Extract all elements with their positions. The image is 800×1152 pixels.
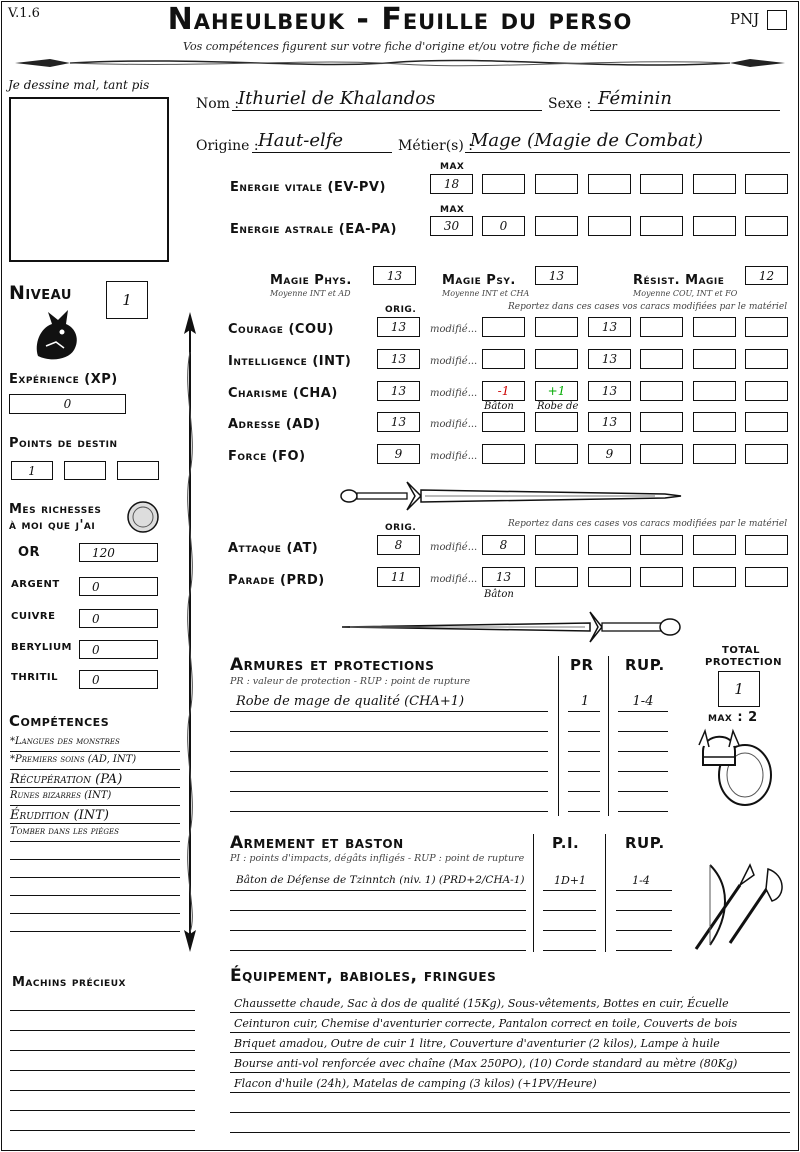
combat-note: Reportez dans ces cases vos caracs modifiées par le matériel: [508, 519, 788, 529]
stat-modifie-label: modifié...: [430, 356, 478, 367]
dragon-icon: [28, 306, 86, 364]
arme-line: [230, 930, 526, 931]
weapons-icon: [690, 855, 790, 955]
stat-mod-box[interactable]: [535, 349, 578, 369]
stat-modifie-label: modifié...: [430, 324, 478, 335]
destin-box[interactable]: 1: [11, 461, 53, 480]
sword-2-icon: [340, 608, 685, 646]
combat-mod-note: Bâton: [484, 589, 514, 600]
sword-icon: [335, 478, 685, 514]
armure-rup-line: [618, 811, 668, 812]
arme-rup[interactable]: 1-4: [632, 874, 650, 887]
competence-line: [10, 787, 180, 788]
stat-mod-box[interactable]: [745, 317, 788, 337]
destin-box[interactable]: [117, 461, 159, 480]
competence-line: [10, 877, 180, 878]
equipement-line: [230, 1012, 790, 1013]
portrait-box[interactable]: [9, 97, 169, 262]
stat-mod-box[interactable]: -1: [482, 381, 525, 401]
machins-line: [10, 1010, 195, 1011]
machins-title: Machins précieux: [12, 975, 126, 990]
stat-label: Courage (COU): [228, 322, 334, 337]
armure-rup-line: [618, 771, 668, 772]
competence-item[interactable]: Érudition (INT): [10, 808, 109, 823]
combat-orig[interactable]: 11: [377, 567, 420, 587]
stat-mod-box[interactable]: [693, 412, 736, 432]
ev-max-label: MAX: [440, 162, 465, 172]
version-label: V.1.6: [8, 6, 40, 21]
equipement-line: [230, 1032, 790, 1033]
stat-label: Adresse (AD): [228, 417, 321, 432]
ev-box[interactable]: [535, 174, 578, 194]
stat-label: Intelligence (INT): [228, 354, 352, 369]
spear-divider-icon: [10, 54, 790, 72]
arme-rup-line: [616, 950, 672, 951]
equipement-line-text[interactable]: Briquet amadou, Outre de cuir 1 litre, Couverture d'aventurier (2 kilos), Lampe à huile: [234, 1037, 720, 1050]
pnj-checkbox[interactable]: [767, 10, 787, 30]
metier-underline: [465, 152, 790, 153]
combat-mod-box[interactable]: [640, 567, 683, 587]
armement-sub: PI : points d'impacts, dégâts infligés - RUP : point de rupture: [230, 853, 525, 864]
equipement-line: [230, 1092, 790, 1093]
ev-box[interactable]: [745, 174, 788, 194]
sexe-label: Sexe :: [548, 96, 592, 112]
wealth-label: CUIVRE: [11, 611, 56, 622]
competence-line: [10, 895, 180, 896]
stat-mod-box[interactable]: 13: [588, 317, 631, 337]
armure-pr-line: [568, 771, 600, 772]
combat-orig[interactable]: 8: [377, 535, 420, 555]
wealth-label: ARGENT: [11, 579, 60, 590]
stat-mod-box[interactable]: [640, 412, 683, 432]
metier-value[interactable]: Mage (Magie de Combat): [470, 130, 703, 151]
richesses-label-2: à moi que j'ai: [9, 518, 96, 533]
ev-label: Energie vitale (EV-PV): [230, 180, 386, 195]
magie-psy-sub: Moyenne INT et CHA: [442, 289, 530, 298]
stat-mod-box[interactable]: [535, 317, 578, 337]
magie-phys-sub: Moyenne INT et AD: [270, 289, 351, 298]
combat-label: Parade (PRD): [228, 573, 325, 588]
arme-pi-line: [543, 930, 596, 931]
stat-mod-box[interactable]: [640, 381, 683, 401]
armure-rup-line: [618, 731, 668, 732]
stat-modifie-label: modifié...: [430, 451, 478, 462]
armure-pr[interactable]: 1: [580, 694, 590, 709]
competences-title: Compétences: [9, 712, 110, 730]
ea-box[interactable]: 0: [482, 216, 525, 236]
arme-rup-line: [616, 930, 672, 931]
wealth-value[interactable]: 0: [79, 577, 158, 596]
arme-pi-line: [543, 890, 596, 891]
competence-line: [10, 931, 180, 932]
armure-rup-line: [618, 791, 668, 792]
helmet-shield-icon: [695, 725, 775, 810]
total-protection-label-1: TOTAL: [722, 645, 760, 656]
armement-divider-1: [533, 834, 534, 952]
armures-title: Armures et protections: [230, 655, 435, 675]
arme-line: [230, 890, 526, 891]
stat-mod-box[interactable]: [640, 317, 683, 337]
combat-mod-box[interactable]: [588, 567, 631, 587]
stat-mod-box[interactable]: [482, 412, 525, 432]
competence-line: [10, 859, 180, 860]
stat-mod-box[interactable]: +1: [535, 381, 578, 401]
competence-item[interactable]: Récupération (PA): [10, 772, 123, 787]
wealth-value[interactable]: 120: [79, 543, 158, 562]
ev-box[interactable]: [482, 174, 525, 194]
wealth-label: OR: [18, 545, 41, 560]
stat-mod-box[interactable]: [693, 381, 736, 401]
total-protection-value[interactable]: 1: [718, 671, 760, 707]
arme-name[interactable]: Bâton de Défense de Tzinntch (niv. 1) (PRD+2/CHA-1): [236, 874, 525, 886]
stat-mod-box[interactable]: [482, 317, 525, 337]
ea-box[interactable]: [640, 216, 683, 236]
armure-rup[interactable]: 1-4: [632, 694, 654, 709]
stats-note: Reportez dans ces cases vos caracs modifiées par le matériel: [508, 302, 788, 312]
stat-orig[interactable]: 13: [377, 381, 420, 401]
magie-phys-value[interactable]: 13: [373, 266, 416, 285]
wealth-value[interactable]: 0: [79, 609, 158, 628]
stat-orig[interactable]: 13: [377, 349, 420, 369]
stat-modifie-label: modifié...: [430, 388, 478, 399]
wealth-value[interactable]: 0: [79, 640, 158, 659]
combat-mod-box[interactable]: [535, 567, 578, 587]
vertical-spear-icon: [180, 312, 200, 972]
stat-modifie-label: modifié...: [430, 419, 478, 430]
combat-mod-box[interactable]: [745, 567, 788, 587]
stat-mod-box[interactable]: 13: [588, 412, 631, 432]
stat-mod-box[interactable]: [693, 317, 736, 337]
machins-line: [10, 1090, 195, 1091]
coin-icon: [126, 500, 160, 534]
armure-pr-line: [568, 711, 600, 712]
stat-mod-box[interactable]: [535, 412, 578, 432]
combat-mod-box[interactable]: [693, 567, 736, 587]
competence-line: [10, 751, 180, 752]
origine-value[interactable]: Haut-elfe: [258, 130, 344, 151]
competence-line: [10, 913, 180, 914]
competence-line: [10, 823, 180, 824]
combat-mod-box[interactable]: [535, 535, 578, 555]
stat-mod-box[interactable]: [535, 444, 578, 464]
armures-sub: PR : valeur de protection - RUP : point de rupture: [230, 676, 471, 687]
armure-line: [230, 791, 548, 792]
competence-line: [10, 841, 180, 842]
equipement-title: Équipement, babioles, fringues: [230, 966, 497, 986]
armure-pr-line: [568, 731, 600, 732]
competence-item[interactable]: *Langues des monstres: [10, 736, 120, 747]
combat-mod-box[interactable]: 13: [482, 567, 525, 587]
nom-label: Nom :: [196, 96, 240, 112]
arme-line: [230, 950, 526, 951]
pnj-label: PNJ: [730, 10, 760, 28]
combat-modifie-label: modifié...: [430, 542, 478, 553]
ea-max-label: MAX: [440, 205, 465, 215]
stat-mod-box[interactable]: [745, 349, 788, 369]
resist-magie-label: Résist. Magie: [633, 273, 725, 288]
magie-psy-value[interactable]: 13: [535, 266, 578, 285]
arme-pi[interactable]: 1D+1: [553, 874, 587, 887]
ev-box[interactable]: [588, 174, 631, 194]
armure-pr-line: [568, 751, 600, 752]
machins-line: [10, 1030, 195, 1031]
competence-item[interactable]: *Premiers soins (AD, INT): [10, 754, 137, 765]
armure-line: [230, 731, 548, 732]
armure-rup-line: [618, 711, 668, 712]
stat-mod-box[interactable]: 13: [588, 349, 631, 369]
competence-item[interactable]: Tomber dans les pièges: [10, 826, 119, 837]
armures-col-rup: RUP.: [625, 656, 665, 674]
xp-value[interactable]: 0: [9, 394, 126, 414]
armure-pr-line: [568, 791, 600, 792]
combat-modifie-label: modifié...: [430, 574, 478, 585]
destin-label: Points de destin: [9, 436, 118, 451]
armure-line: [230, 771, 548, 772]
arme-rup-line: [616, 910, 672, 911]
portrait-caption: Je dessine mal, tant pis: [8, 78, 150, 92]
combat-mod-box[interactable]: [588, 535, 631, 555]
arme-rup-line: [616, 890, 672, 891]
armement-title: Armement et baston: [230, 833, 404, 853]
stat-orig[interactable]: 13: [377, 317, 420, 337]
stat-orig[interactable]: 13: [377, 412, 420, 432]
stat-mod-box[interactable]: 9: [588, 444, 631, 464]
armure-line: [230, 711, 548, 712]
destin-box[interactable]: [64, 461, 106, 480]
wealth-value[interactable]: 0: [79, 670, 158, 689]
xp-label: Expérience (XP): [9, 372, 118, 387]
equipement-line: [230, 1052, 790, 1053]
machins-line: [10, 1070, 195, 1071]
machins-line: [10, 1110, 195, 1111]
page-subtitle: Vos compétences figurent sur votre fiche d'origine et/ou votre fiche de métier: [183, 40, 617, 53]
equipement-line: [230, 1112, 790, 1113]
nom-underline: [232, 110, 542, 111]
ev-box[interactable]: [693, 174, 736, 194]
stat-mod-box[interactable]: 13: [588, 381, 631, 401]
armure-line: [230, 811, 548, 812]
stat-mod-box[interactable]: [640, 349, 683, 369]
stat-mod-box[interactable]: [745, 444, 788, 464]
richesses-label-1: Mes richesses: [9, 502, 102, 517]
stat-label: Charisme (CHA): [228, 386, 338, 401]
combat-label: Attaque (AT): [228, 541, 319, 556]
machins-line: [10, 1130, 195, 1131]
combat-mod-box[interactable]: [693, 535, 736, 555]
combat-mod-box[interactable]: [745, 535, 788, 555]
ea-box[interactable]: 30: [430, 216, 473, 236]
armures-col-pr: PR: [570, 656, 594, 674]
equipement-line-text[interactable]: Bourse anti-vol renforcée avec chaîne (Max 250PO), (10) Corde standard au mètre (80Kg): [234, 1057, 738, 1070]
nom-value[interactable]: Ithuriel de Khalandos: [238, 88, 436, 109]
equipement-line-text[interactable]: Flacon d'huile (24h), Matelas de camping (3 kilos) (+1PV/Heure): [234, 1077, 597, 1090]
stat-mod-box[interactable]: [482, 444, 525, 464]
ev-box[interactable]: 18: [430, 174, 473, 194]
stat-orig[interactable]: 9: [377, 444, 420, 464]
magie-phys-label: Magie Phys.: [270, 273, 352, 288]
ea-box[interactable]: [588, 216, 631, 236]
competence-line: [10, 769, 180, 770]
stat-mod-box[interactable]: [693, 444, 736, 464]
stat-mod-box[interactable]: [640, 444, 683, 464]
ea-box[interactable]: [693, 216, 736, 236]
equipement-line-text[interactable]: Ceinturon cuir, Chemise d'aventurier correcte, Pantalon correct en toile, Couverts de bois: [234, 1017, 738, 1030]
protection-max: max : 2: [708, 710, 758, 725]
ev-box[interactable]: [640, 174, 683, 194]
stat-mod-box[interactable]: [693, 349, 736, 369]
equipement-line: [230, 1132, 790, 1133]
stat-mod-box[interactable]: [482, 349, 525, 369]
ea-box[interactable]: [535, 216, 578, 236]
origine-label: Origine :: [196, 138, 259, 154]
machins-line: [10, 1050, 195, 1051]
ea-label: Energie astrale (EA-PA): [230, 222, 397, 237]
sexe-value[interactable]: Féminin: [598, 88, 672, 109]
stat-mod-box[interactable]: [745, 412, 788, 432]
niveau-value[interactable]: 1: [106, 281, 148, 319]
origine-underline: [252, 152, 392, 153]
niveau-label: Niveau: [9, 282, 72, 304]
arme-pi-line: [543, 950, 596, 951]
armure-pr-line: [568, 811, 600, 812]
metier-label: Métier(s) :: [398, 138, 473, 154]
armure-name[interactable]: Robe de mage de qualité (CHA+1): [236, 694, 465, 709]
armement-col-rup: RUP.: [625, 834, 665, 852]
armure-line: [230, 751, 548, 752]
stat-label: Force (FO): [228, 449, 306, 464]
armures-divider-1: [558, 656, 559, 816]
sexe-underline: [590, 110, 780, 111]
total-protection-label-2: PROTECTION: [705, 657, 782, 668]
page-title: Naheulbeuk - Feuille du perso: [167, 2, 633, 37]
stat-mod-box[interactable]: [745, 381, 788, 401]
armement-divider-2: [605, 834, 606, 952]
armure-rup-line: [618, 751, 668, 752]
magie-psy-label: Magie Psy.: [442, 273, 516, 288]
armement-col-pi: P.I.: [552, 834, 580, 852]
combat-mod-box[interactable]: 8: [482, 535, 525, 555]
equipement-line-text[interactable]: Chaussette chaude, Sac à dos de qualité (15Kg), Sous-vêtements, Bottes en cuir, Écuelle: [234, 997, 729, 1010]
competence-item[interactable]: Runes bizarres (INT): [10, 790, 112, 801]
wealth-label: THRITIL: [11, 672, 59, 683]
resist-magie-sub: Moyenne COU, INT et FO: [633, 289, 738, 298]
wealth-label: BERYLIUM: [11, 642, 73, 653]
stat-mod-note: Robe de: [537, 401, 579, 412]
stat-mod-note: Bâton: [484, 401, 514, 412]
ea-box[interactable]: [745, 216, 788, 236]
arme-line: [230, 910, 526, 911]
arme-pi-line: [543, 910, 596, 911]
combat-mod-box[interactable]: [640, 535, 683, 555]
armures-divider-2: [608, 656, 609, 816]
equipement-line: [230, 1072, 790, 1073]
resist-magie-value[interactable]: 12: [745, 266, 788, 285]
combat-orig-label: ORIG.: [385, 523, 417, 533]
stats-orig-label: ORIG.: [385, 305, 417, 315]
competence-line: [10, 805, 180, 806]
